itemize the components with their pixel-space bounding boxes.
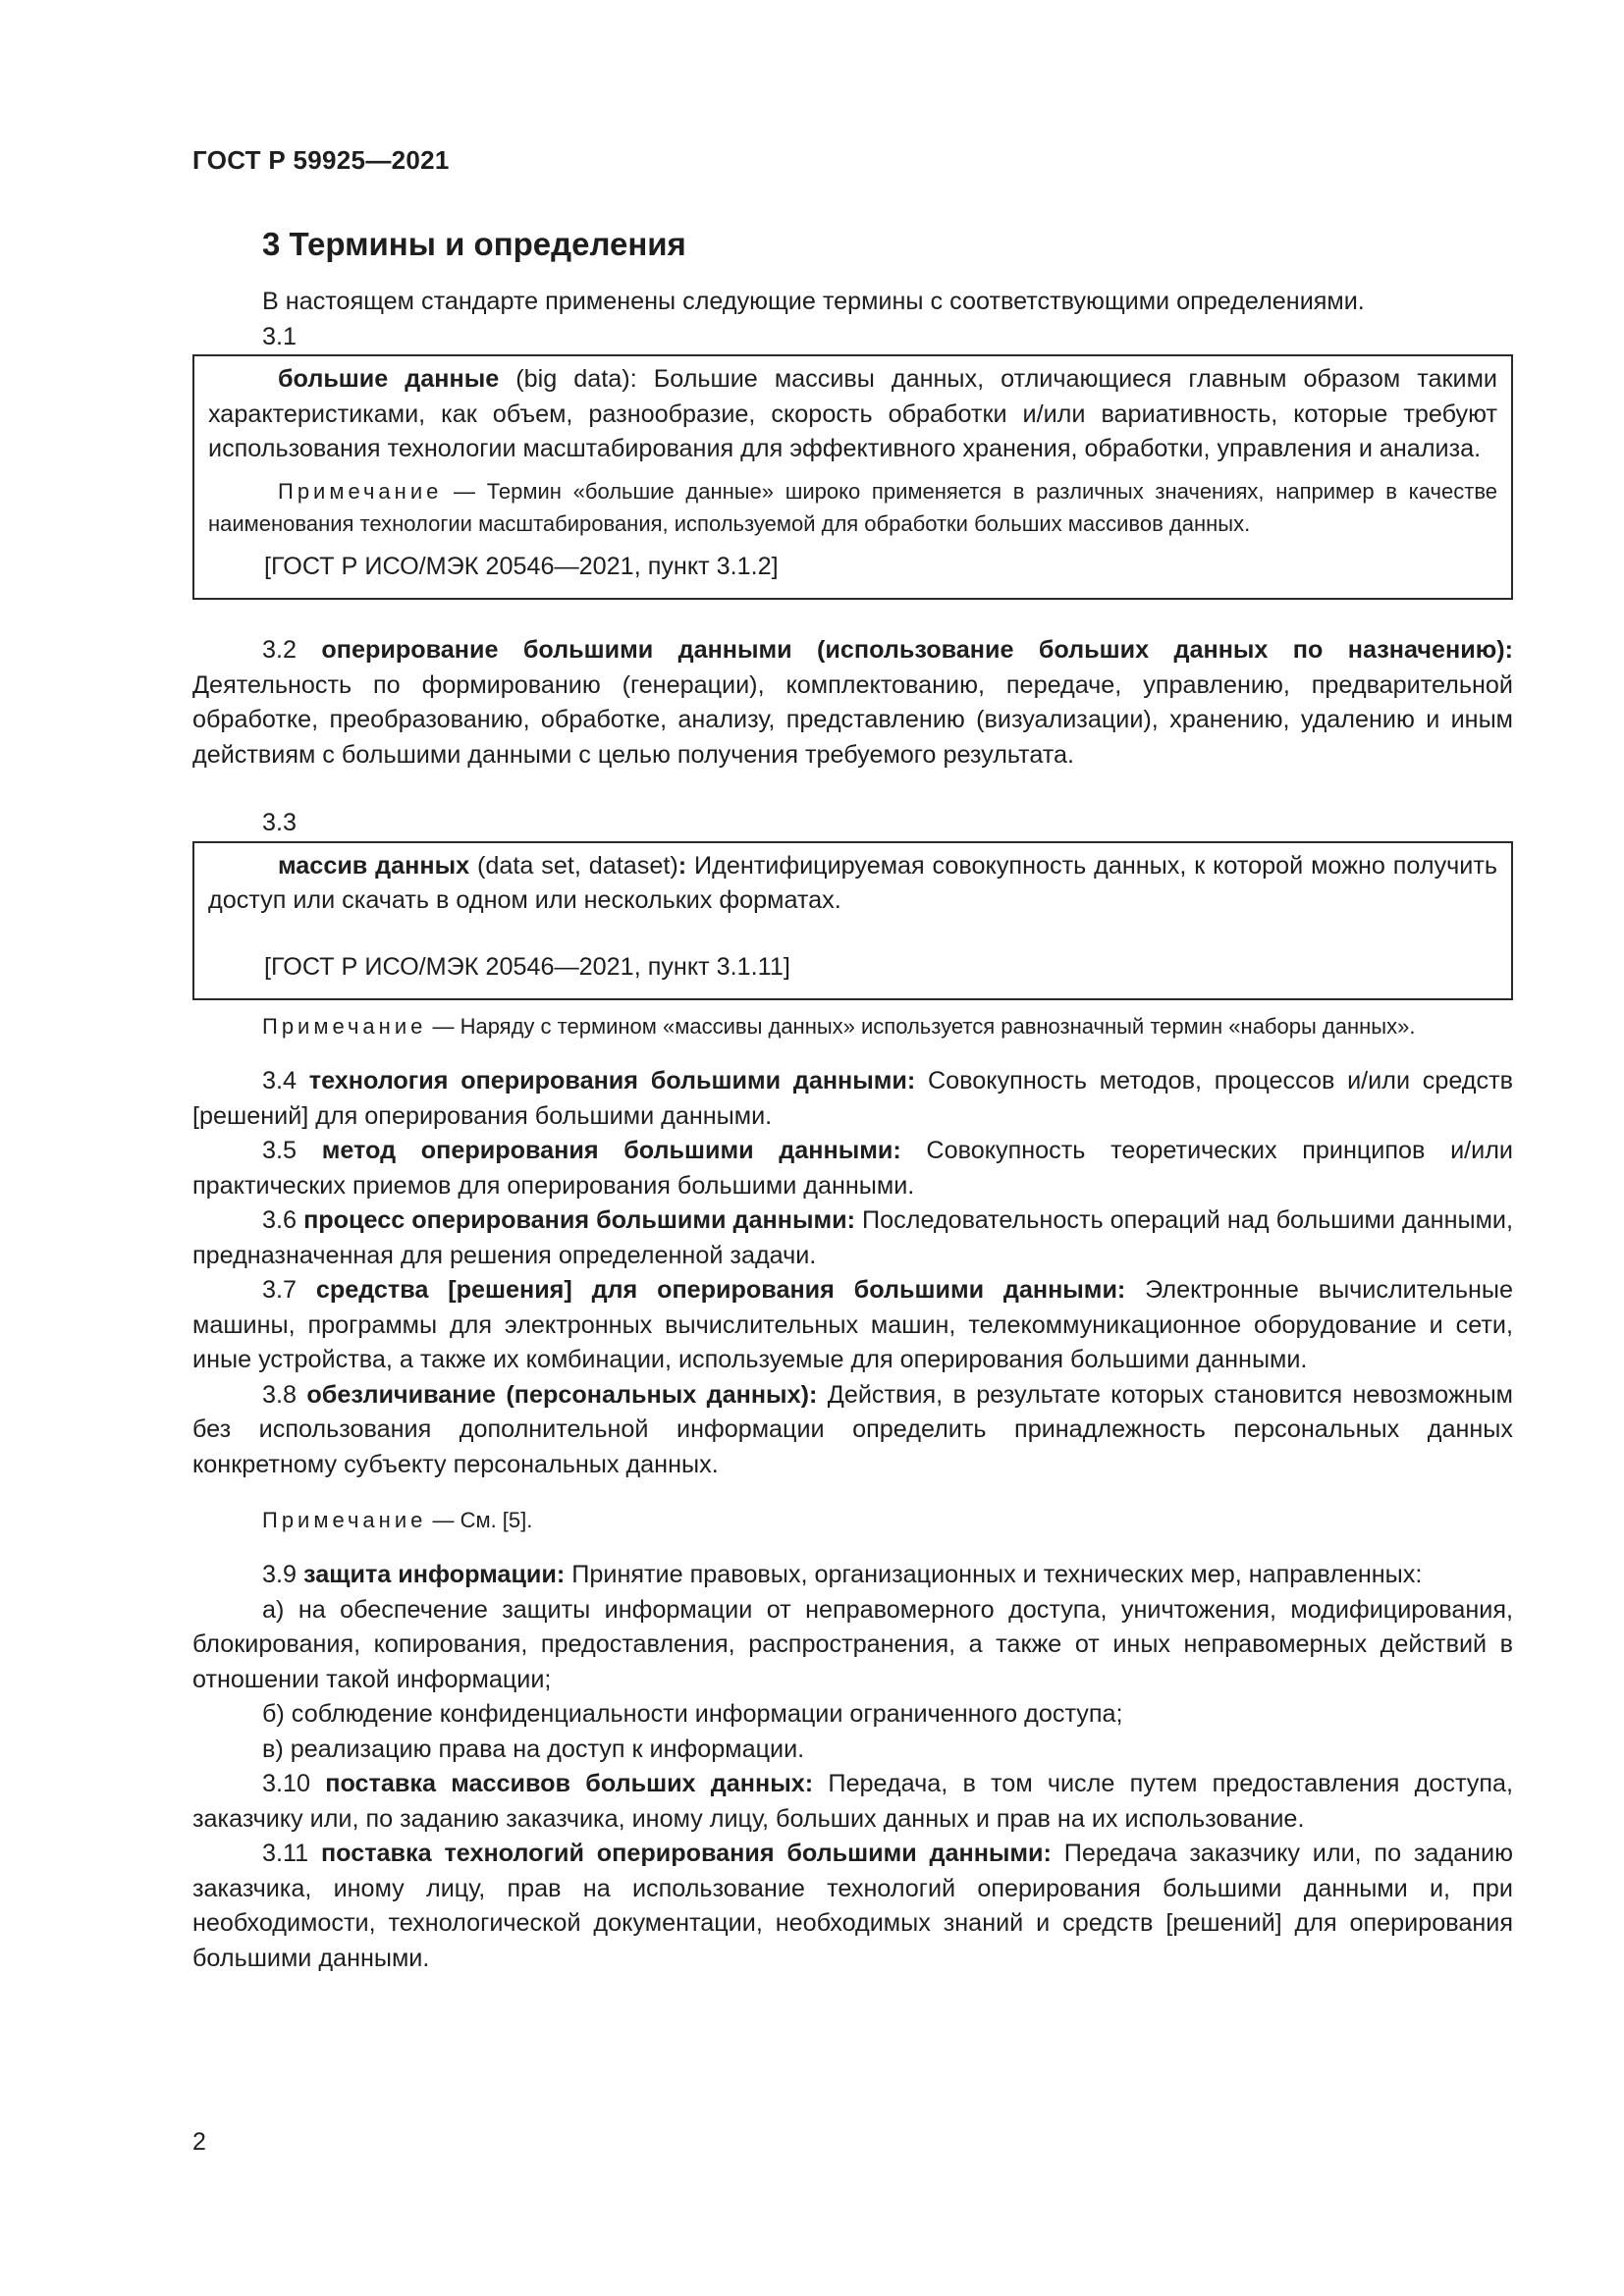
term-text: Передача, в том числе путем предоставления доступа, заказчику или, по заданию заказчика, иному лицу, больших данных и прав на их использование.: [192, 1770, 1513, 1833]
term-box-3-1: [192, 354, 1513, 600]
note-text: — Наряду с термином «массивы данных» используется равнозначный термин «наборы данных».: [426, 1014, 1416, 1039]
list-item: в) реализацию права на доступ к информации.: [262, 1735, 805, 1763]
term-number: 3.10: [262, 1770, 326, 1797]
page-number: 2: [192, 2128, 206, 2156]
term-3-5: [192, 1134, 1513, 1203]
term-number: 3.8: [262, 1380, 307, 1409]
term-name: поставка технологий оперирования большими данными:: [320, 1840, 1052, 1867]
term-name: метод оперирования большими данными:: [321, 1137, 901, 1164]
term-definition: [208, 849, 1497, 919]
standard-header: ГОСТ Р 59925—2021: [192, 145, 450, 175]
term-number: 3.9: [262, 1561, 304, 1588]
term-number: 3.4: [262, 1067, 309, 1095]
term-number: 3.11: [262, 1840, 321, 1867]
term-number: 3.2: [262, 636, 322, 664]
term-text: Деятельность по формированию (генерации), комплектованию, передаче, управлению, предварительной обработке, преобразованию, обработке, анализу, представлению (визуализации), хранению, удалению и иным действиям с большими данными с целью получения требуемого результата.: [192, 670, 1513, 769]
term-number: 3.6: [262, 1206, 304, 1234]
term-3-10: [192, 1767, 1513, 1837]
term-number: 3.7: [262, 1276, 316, 1304]
term-note: [192, 1504, 1513, 1536]
term-name: большие данные: [278, 365, 500, 393]
term-text: (big data): Большие массивы данных, отличающиеся главным образом такими характеристиками, как объем, разнообразие, скорость обработки и/или вариативность, которые требуют использования технологии масштабирования для эффективного хранения, обработки, управления и анализа.: [208, 365, 1497, 462]
term-3-7: [192, 1273, 1513, 1378]
term-text: Действия, в результате которых становится невозможным без использования дополнительной информации определить принадлежность персональных данных конкретному субъекту персональных данных.: [192, 1380, 1513, 1478]
term-3-4: [192, 1064, 1513, 1134]
list-item: а) на обеспечение защиты информации от неправомерного доступа, уничтожения, модифицирования, блокирования, копирования, предоставления, распространения, а также от иных неправомерных действий в отношении такой информации;: [192, 1595, 1513, 1693]
note-label: Примечание: [278, 478, 443, 504]
term-box-3-3: [192, 841, 1513, 1001]
intro-paragraph: В настоящем стандарте применены следующие термины с соответствующими определениями.: [262, 288, 1365, 315]
term-name: технология оперирования большими данными:: [308, 1067, 916, 1095]
term-definition: [208, 362, 1497, 467]
term-number: 3.1: [262, 322, 298, 350]
term-3-6: [192, 1203, 1513, 1273]
term-text: Принятие правовых, организационных и технических мер, направленных:: [565, 1561, 1423, 1588]
term-text: Совокупность теоретических принципов и/или практических приемов для оперирования большими данными.: [192, 1137, 1513, 1200]
term-3-8: [192, 1378, 1513, 1483]
note-text: — Термин «большие данные» широко применяется в различных значениях, например в качестве наименования технологии масштабирования, используемой для обработки больших массивов данных.: [208, 478, 1497, 536]
note-text: — См. [5].: [426, 1508, 533, 1532]
term-text: Последовательность операций над большими данными, предназначенная для решения определенной задачи.: [192, 1206, 1513, 1269]
term-3-2: [192, 633, 1513, 773]
term-name: средства [решения] для оперирования большими данными:: [315, 1276, 1126, 1304]
term-number: 3.3: [262, 809, 298, 836]
term-name: защита информации:: [303, 1561, 566, 1588]
term-name: обезличивание (персональных данных):: [306, 1380, 818, 1409]
note-label: Примечание: [262, 1508, 427, 1532]
term-3-11: [192, 1837, 1513, 1976]
term-english: (data set, dataset): [469, 851, 678, 880]
term-name: поставка массивов больших данных:: [325, 1770, 814, 1797]
term-text: Передача заказчику или, по заданию заказчика, иному лицу, прав на использование технологий оперирования большими данными и, при необходимости, технологической документации, необходимых знаний и средств [решений] для оперирования большими данными.: [192, 1840, 1513, 1972]
term-text: Электронные вычислительные машины, программы для электронных вычислительных машин, телекоммуникационное оборудование и сети, иные устройства, а также их комбинации, используемые для оперирования большими данными.: [192, 1276, 1514, 1373]
term-source: [ГОСТ Р ИСО/МЭК 20546—2021, пункт 3.1.11]: [264, 952, 790, 981]
term-colon: :: [677, 851, 687, 880]
term-note: [192, 1010, 1513, 1042]
term-source: [ГОСТ Р ИСО/МЭК 20546—2021, пункт 3.1.2]: [264, 552, 779, 580]
term-number: 3.5: [262, 1137, 322, 1164]
section-title: 3 Термины и определения: [262, 226, 686, 262]
term-name: оперирование большими данными (использование больших данных по назначению):: [321, 636, 1513, 664]
term-text: Совокупность методов, процессов и/или средств [решений] для оперирования большими данными.: [192, 1067, 1513, 1130]
term-note: [208, 475, 1497, 540]
note-label: Примечание: [262, 1014, 427, 1039]
term-3-9: [192, 1558, 1513, 1593]
term-name: процесс оперирования большими данными:: [303, 1206, 855, 1234]
term-name: массив данных: [278, 851, 470, 880]
term-text: Идентифицируемая совокупность данных, к которой можно получить доступ или скачать в одном или нескольких форматах.: [208, 851, 1498, 914]
list-item: б) соблюдение конфиденциальности информации ограниченного доступа;: [262, 1700, 1123, 1728]
document-body: [192, 285, 1513, 1976]
